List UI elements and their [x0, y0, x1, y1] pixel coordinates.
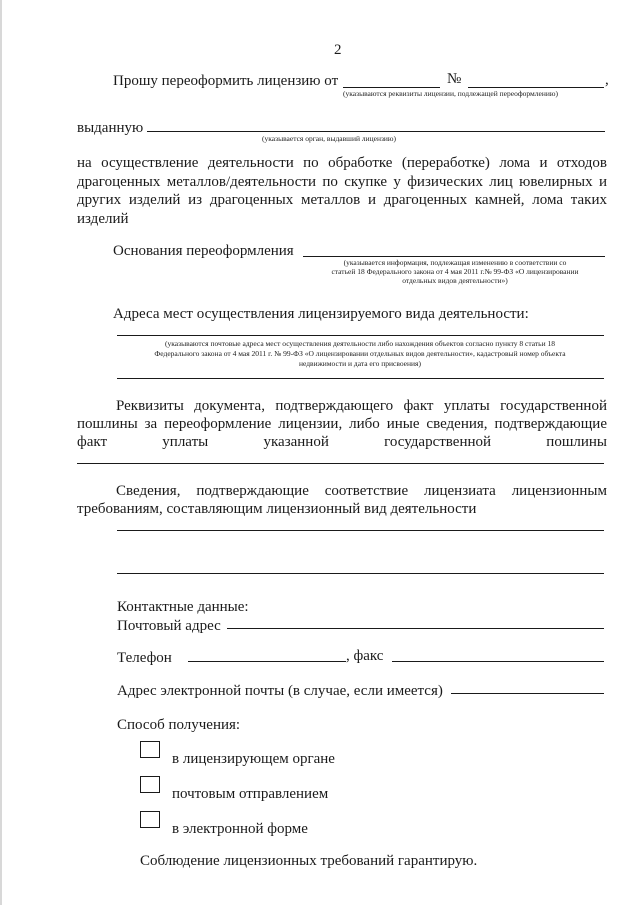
reissue-comma: ,: [605, 72, 609, 88]
compliance-line-1: Сведения, подтверждающие соответствие лицензиата лицензионным: [116, 483, 607, 499]
phone-field[interactable]: [188, 661, 346, 662]
reissue-request-label: Прошу переоформить лицензию от: [113, 73, 339, 89]
license-date-field[interactable]: [343, 87, 440, 88]
postal-address-label: Почтовый адрес: [117, 618, 221, 634]
license-details-hint: (указываются реквизиты лицензии, подлежащей переоформлению): [343, 89, 559, 98]
grounds-hint-2: статьей 18 Федерального закона от 4 мая 2011 г.№ 99-ФЗ «О лицензировании: [331, 267, 579, 276]
page-number: 2: [334, 42, 342, 58]
delivery-heading: Способ получения:: [117, 717, 241, 733]
delivery-option-electronic-label: в электронной форме: [172, 821, 308, 837]
addresses-hint-2: Федерального закона от 4 мая 2011 г. № 99-ФЗ «О лицензировании отдельных видов деятельности», кадастровый номер объекта: [154, 349, 566, 358]
addresses-label: Адреса мест осуществления лицензируемого вида деятельности:: [113, 306, 529, 322]
addresses-field-2[interactable]: [117, 378, 604, 379]
issued-by-label: выданную: [77, 120, 144, 136]
fax-field[interactable]: [392, 661, 604, 662]
number-sign: №: [447, 71, 462, 87]
email-label: Адрес электронной почты (в случае, если имеется): [117, 683, 443, 699]
activity-line-1: на осуществление деятельности по обработке (переработке) лома и отходов: [77, 155, 607, 171]
delivery-option-mail-label: почтовым отправлением: [172, 786, 329, 802]
grounds-hint-3: отдельных видов деятельности»): [402, 276, 508, 285]
fax-label: , факс: [346, 648, 384, 664]
grounds-label: Основания переоформления: [113, 243, 294, 259]
compliance-field-2[interactable]: [117, 573, 604, 574]
compliance-line-2: требованиям, составляющим лицензионный вид деятельности: [77, 501, 477, 517]
grounds-hint-1: (указывается информация, подлежащая изменению в соответствии со: [343, 258, 567, 267]
phone-label: Телефон: [117, 650, 172, 666]
addresses-hint-3: недвижимости и дата его присвоения): [299, 359, 421, 368]
grounds-field[interactable]: [303, 256, 605, 257]
delivery-option-licensing-authority-checkbox[interactable]: [140, 741, 160, 758]
compliance-guarantee: Соблюдение лицензионных требований гарантирую.: [140, 853, 478, 869]
addresses-hint-1: (указываются почтовые адреса мест осуществления деятельности либо нахождения объектов согласно пункту 8 статьи 18: [165, 339, 555, 348]
postal-address-field[interactable]: [227, 628, 604, 629]
activity-line-4: изделий: [77, 211, 129, 227]
delivery-option-mail-checkbox[interactable]: [140, 776, 160, 793]
fee-line-3: факт уплаты указанной государственной пошлины: [77, 434, 607, 450]
page-edge: [0, 0, 2, 905]
delivery-option-licensing-authority-label: в лицензирующем органе: [172, 751, 335, 767]
issuing-authority-hint: (указывается орган, выдавший лицензию): [262, 134, 397, 143]
activity-line-3: других изделий из драгоценных металлов и драгоценных камней, лома таких: [77, 192, 607, 208]
compliance-field-1[interactable]: [117, 530, 604, 531]
license-number-field[interactable]: [468, 87, 604, 88]
fee-details-field[interactable]: [77, 463, 604, 464]
issuing-authority-field[interactable]: [147, 131, 605, 132]
fee-line-2: пошлины за переоформление лицензии, либо иные сведения, подтверждающие: [77, 416, 607, 432]
activity-line-2: драгоценных металлов/деятельности по скупке у физических лиц ювелирных и: [77, 174, 607, 190]
contacts-heading: Контактные данные:: [117, 599, 249, 615]
addresses-field-1[interactable]: [117, 335, 604, 336]
delivery-option-electronic-checkbox[interactable]: [140, 811, 160, 828]
email-field[interactable]: [451, 693, 604, 694]
fee-line-1: Реквизиты документа, подтверждающего факт уплаты государственной: [116, 398, 607, 414]
